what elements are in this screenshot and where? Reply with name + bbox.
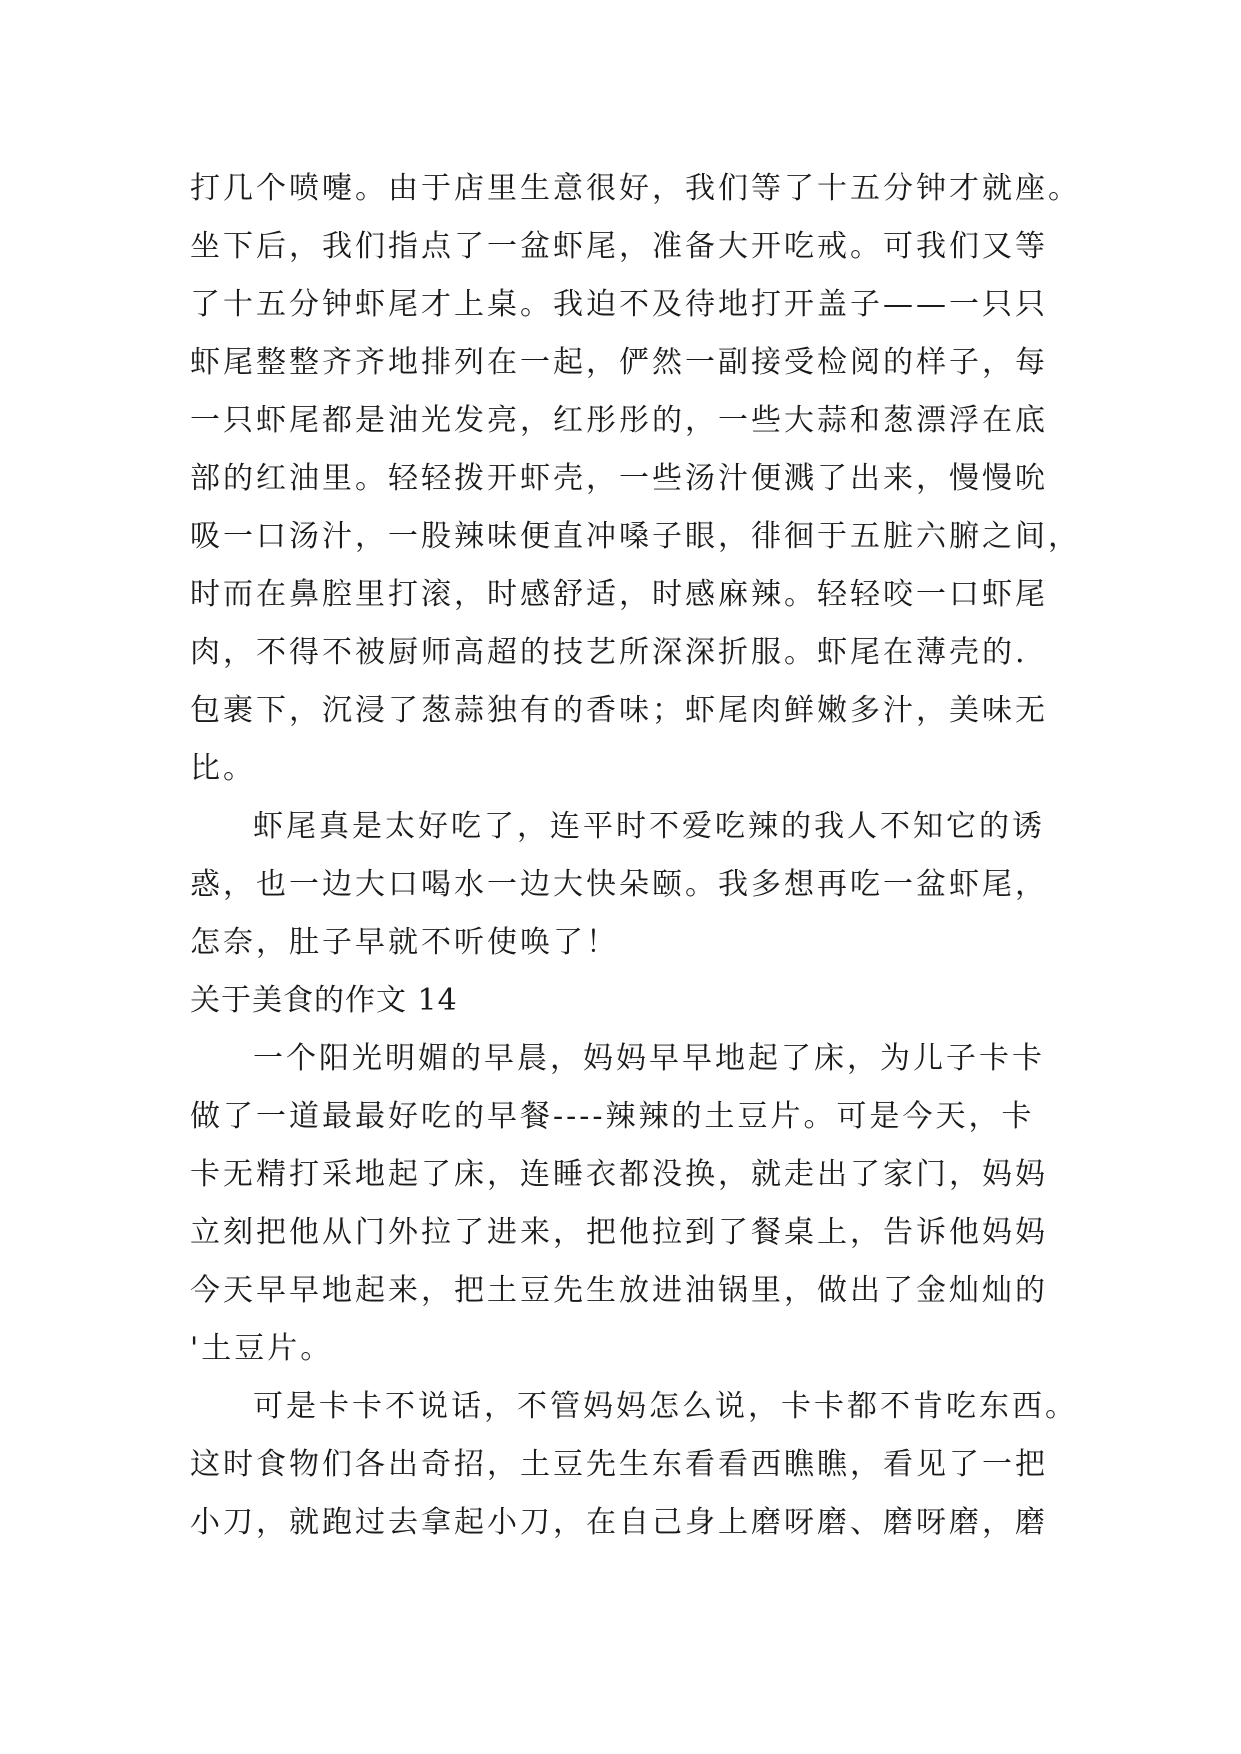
- text-line: 可是卡卡不说话，不管妈妈怎么说，卡卡都不肯吃东西。: [253, 1389, 1078, 1424]
- text-line: 怎奈，肚子早就不听使唤了！: [190, 925, 619, 960]
- text-line: 今天早早地起来，把土豆先生放进油锅里，做出了金灿灿的: [190, 1273, 1048, 1308]
- text-line: 包裹下，沉浸了葱蒜独有的香味；虾尾肉鲜嫩多汁，美味无: [190, 693, 1048, 728]
- text-line: 吸一口汤汁，一股辣味便直冲嗓子眼，徘徊于五脏六腑之间，: [190, 519, 1081, 554]
- text-line: 惑，也一边大口喝水一边大快朵颐。我多想再吃一盆虾尾，: [190, 867, 1048, 902]
- document-body: [190, 160, 1081, 1552]
- paragraph-2: [190, 798, 1060, 972]
- text-line: 一只虾尾都是油光发亮，红彤彤的，一些大蒜和葱漂浮在底: [190, 403, 1048, 438]
- text-line: 卡无精打采地起了床，连睡衣都没换，就走出了家门，妈妈: [190, 1157, 1048, 1192]
- text-line: 做了一道最最好吃的早餐----辣辣的土豆片。可是今天，卡: [190, 1099, 1035, 1134]
- text-line: 时而在鼻腔里打滚，时感舒适，时感麻辣。轻轻咬一口虾尾: [190, 577, 1048, 612]
- text-line: 立刻把他从门外拉了进来，把他拉到了餐桌上，告诉他妈妈: [190, 1215, 1048, 1250]
- text-line: 一个阳光明媚的早晨，妈妈早早地起了床，为儿子卡卡: [253, 1041, 1045, 1076]
- text-line: 虾尾整整齐齐地排列在一起，俨然一副接受检阅的样子，每: [190, 345, 1048, 380]
- text-line: 这时食物们各出奇招，土豆先生东看看西瞧瞧，看见了一把: [190, 1447, 1048, 1482]
- section-heading: 关于美食的作文 14: [190, 983, 458, 1018]
- text-line: 小刀，就跑过去拿起小刀，在自己身上磨呀磨、磨呀磨，磨: [190, 1505, 1048, 1540]
- text-line: 了十五分钟虾尾才上桌。我迫不及待地打开盖子——一只只: [190, 287, 1048, 322]
- text-line: 虾尾真是太好吃了，连平时不爱吃辣的我人不知它的诱: [253, 809, 1045, 844]
- text-line: 坐下后，我们指点了一盆虾尾，准备大开吃戒。可我们又等: [190, 229, 1048, 264]
- text-line: 肉，不得不被厨师高超的技艺所深深折服。虾尾在薄壳的.: [190, 635, 1028, 670]
- paragraph-1: [190, 160, 1081, 798]
- text-line: 打几个喷嚏。由于店里生意很好，我们等了十五分钟才就座。: [190, 171, 1081, 206]
- text-line: 比。: [190, 751, 256, 786]
- text-line: '土豆片。: [190, 1331, 334, 1366]
- text-line: 部的红油里。轻轻拨开虾壳，一些汤汁便溅了出来，慢慢吮: [190, 461, 1048, 496]
- paragraph-3: [190, 1030, 1060, 1378]
- paragraph-4: [190, 1378, 1078, 1552]
